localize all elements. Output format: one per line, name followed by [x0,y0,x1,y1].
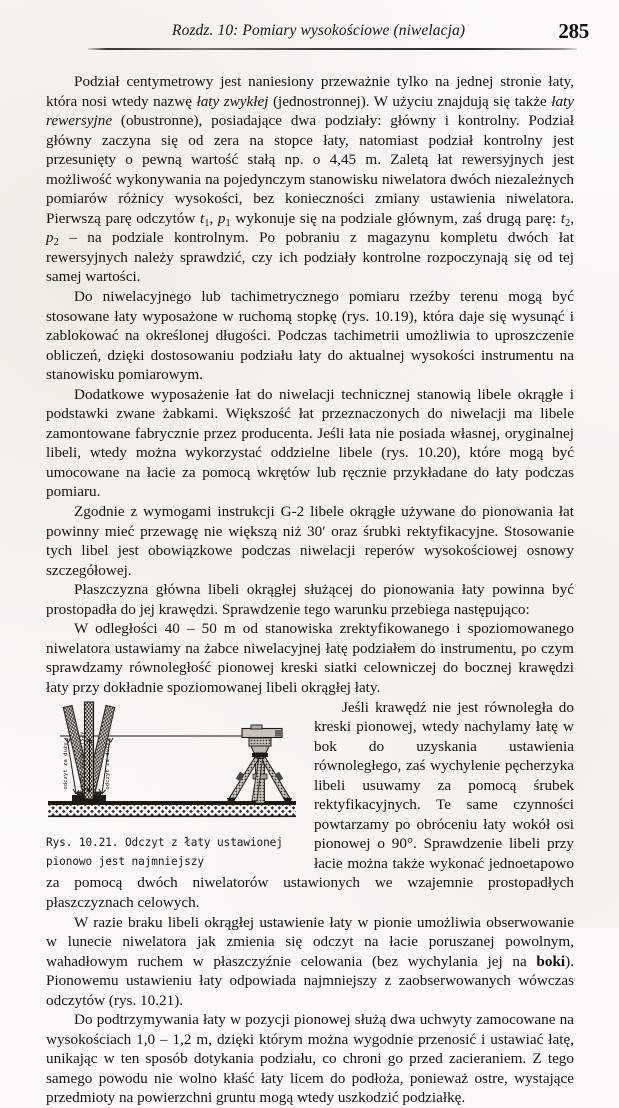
paragraph-7 [46,698,574,913]
figure-caption-line-2: pionowo jest najmniejszy [46,855,204,869]
paragraph-1-text-g: – na podziale kontrolnym. Po pobraniu z magazynu kompletu dwóch łat rewersyjnych należy sprawdzić, czy ich podziały kontrolne rozpoczynają się od tej samej wartości. [46,229,574,286]
paragraph-9: Do podtrzymywania łaty w pozycji pionowej służą dwa uchwyty zamocowane na wysokościach 1,0 – 1,2 m, dzięki którym można wygodnie przenosić i ustawiać łatę, unikając w ten sposób dotykania podziału, co chroni go przed zacieraniem. Z tego samego powodu nie wolno kłaść łaty licem do podłoża, ponieważ ostre, wystające przedmioty na powierzchni gruntu mogą wtedy uszkodzić podziałkę. [46,1011,574,1107]
symbol-p1-subscript: 1 [225,217,231,229]
paragraph-8-text-a: W razie braku libeli okrągłej ustawienie łaty w pionie umożliwia obserwowanie w lunecie niwelatora jak zmienia się odczyt na łacie poruszanej powolnym, wahadłowym ruchem w płaszczyźnie celowania (bez wychylania jej na [46,913,574,970]
paragraph-8-text-b: ). Pionowemu ustawieniu łaty odpowiada najmniejszy z zaobserwowanych wówczas odczytów (rys. 10.21). [46,952,574,1009]
running-head-title: Rozdz. 10: Pomiary wysokościowe (niwelacja) [172,22,466,39]
paragraph-2: Do niwelacyjnego lub tachimetrycznego pomiaru rzeźby terenu mogą być stosowane łaty wyposażone w ruchomą stopkę (rys. 10.19), która daje się wysunąć i zablokować na określonej długości. Podczas tachimetrii umożliwia to uproszczenie obliczeń, dzięki dostosowaniu podziału łaty do aktualnej wysokości instrumentu na stanowisku pomiarowym. [46,288,574,384]
symbol-p1: p [217,209,226,227]
header-rule [88,48,577,50]
paragraph-7-text: Jeśli krawędź nie jest równoległa do kreski pionowej, wtedy nachylamy łatę w bok do uzyskania ustawienia równoległego, zaś wychylenie pęcherzyka libeli usuwamy za pomocą śrubek rektyfikacyjnych. Te same czynności powtarzamy po obróceniu łaty wokół osi pionowej o 90°. Sprawdzenie libeli przy łacie można także wykonać jednoetapowo za pomocą dwóch niwelatorów ustawionych we wzajemnie prostopadłych płaszczyznach celowych. [46,698,574,911]
symbol-p2-subscript: 2 [53,237,59,249]
figure-illustration [46,700,298,832]
svg-text:odczyt za duży: odczyt za duży [63,741,69,790]
emphasis-boki: boki [536,952,566,970]
paragraph-5: Płaszczyzna główna libeli okrągłej służącej do pionowania łaty powinna być prostopadła do jej krawędzi. Sprawdzenie tego warunku przebiega następująco: [46,581,574,618]
symbol-t1-subscript: 1 [204,217,210,229]
paragraph-1-text-c: (obustronne), posiadające dwa podziały: główny i kontrolny. Podział główny zaczyna się od zera na stopce łaty, natomiast podział kontrolny jest przesunięty o pewną wartość stałą np. o 4,45 m. Zaletą łat rewersyjnych jest możliwość wykonywania na pojedynczym stanowisku niwelatora dwóch niezależnych pomiarów różnicy wysokości, bez konieczności zmiany ustawienia niwelatora. Pierwszą parę odczytów [46,112,574,227]
symbol-p2: p [46,229,54,247]
page-number: 285 [558,19,589,43]
paragraph-1 [46,72,574,287]
paragraph-6: W odległości 40 – 50 m od stanowiska zrektyfikowanego i spoziomowanego niwelatora ustawiamy na żabce niwelacyjnej łatę podziałem do instrumentu, po czym sprawdzamy równoległość pionowej kreski siatki celowniczej do bocznej krawędzi łaty przy dokładnie spoziomowanej libeli okrągłej łaty. [46,620,574,696]
symbol-t1: t [200,209,205,227]
page-body [46,72,574,1108]
paragraph-1-text-a: Podział centymetrowy jest naniesiony przeważnie tylko na jednej stronie łaty, która nosi wtedy nazwę [46,73,574,110]
paragraph-4: Zgodnie z wymogami instrukcji G-2 libele okrągłe używane do pionowania łat powinny mieć przewagę nie większą niż 30′ oraz śrubki rektyfikacyjne. Stosowanie tych libel jest obowiązkowe podczas niwelacji reperów wysokościowej osnowy szczegółowej. [46,503,574,579]
paragraph-8 [46,913,574,1011]
paragraph-1-sep-1: , [209,209,218,227]
symbol-t2: t [560,209,566,227]
paragraph-1-sep-2: , [570,209,575,227]
emphasis-laty-rewersyjne: łaty rewersyjne [46,92,574,130]
figure-10-21 [46,700,298,871]
svg-text:odczyt za duży: odczyt za duży [105,741,111,790]
figure-caption-line-1: Rys. 10.21. Odczyt z łaty ustawionej [46,835,283,849]
page-header [52,19,589,52]
symbol-t2-subscript: 2 [565,217,571,229]
paragraph-1-text-e: wykonuje się na podziale głównym, zaś drugą parę: [230,209,561,227]
figure-caption [46,836,283,869]
paragraph-3: Dodatkowe wyposażenie łat do niwelacji technicznej stanowią libele okrągłe i podstawki zwane żabkami. Większość łat przeznaczonych do niwelacji ma libele zamontowane fabrycznie przez producenta. Jeśli łata nie posiada własnej, oryginalnej libeli, wtedy można wykorzystać oddzielne libele (rys. 10.20), które mogą być umocowane na łacie za pomocą wkrętów lub ręcznie przykładane do łaty podczas pomiaru. [46,385,574,501]
svg-text:odczyt najmniejszy: odczyt najmniejszy [79,731,86,792]
paragraph-1-text-b: (jednostronnej). W użyciu znajdują się także [268,92,552,110]
emphasis-laty-zwyklej: łaty zwykłej [196,92,269,110]
